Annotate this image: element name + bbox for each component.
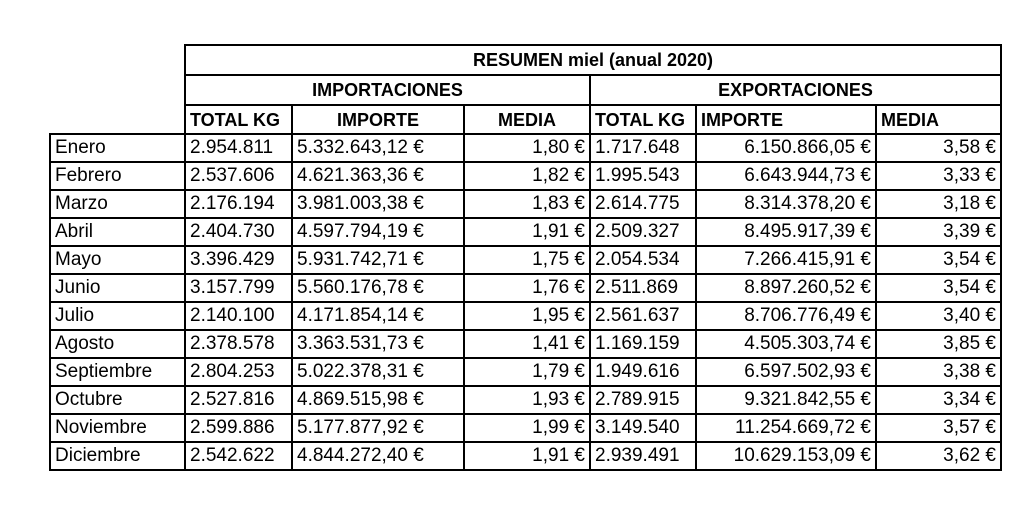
- table-row: [50, 330, 1001, 358]
- corner-empty-cell: [50, 45, 185, 75]
- table-row: [50, 386, 1001, 414]
- exp-importe-cell: 8.706.776,49 €: [696, 302, 876, 330]
- month-cell: Febrero: [50, 162, 185, 190]
- table-row: [50, 442, 1001, 470]
- table-row: [50, 162, 1001, 190]
- exp-total-kg-cell: 1.169.159: [590, 330, 696, 358]
- table-body: [50, 134, 1001, 470]
- exp-total-kg-cell: 1.949.616: [590, 358, 696, 386]
- title-row: [50, 45, 1001, 75]
- imp-media-cell: 1,83 €: [464, 190, 590, 218]
- month-cell: Enero: [50, 134, 185, 162]
- exp-total-kg-cell: 1.717.648: [590, 134, 696, 162]
- exp-importe-cell: 6.597.502,93 €: [696, 358, 876, 386]
- imp-importe-cell: 3.363.531,73 €: [292, 330, 464, 358]
- exp-total-kg-cell: 2.509.327: [590, 218, 696, 246]
- exp-total-kg-cell: 2.614.775: [590, 190, 696, 218]
- imp-total-kg-header: TOTAL KG: [185, 105, 292, 134]
- imp-importe-cell: 4.844.272,40 €: [292, 442, 464, 470]
- corner-empty-cell: [50, 75, 185, 105]
- exp-total-kg-cell: 2.511.869: [590, 274, 696, 302]
- month-cell: Julio: [50, 302, 185, 330]
- imp-media-header: MEDIA: [464, 105, 590, 134]
- exp-importe-cell: 6.643.944,73 €: [696, 162, 876, 190]
- corner-empty-cell: [50, 105, 185, 134]
- imp-importe-cell: 5.332.643,12 €: [292, 134, 464, 162]
- exp-importe-cell: 10.629.153,09 €: [696, 442, 876, 470]
- exportaciones-header: EXPORTACIONES: [590, 75, 1001, 105]
- exp-importe-cell: 8.314.378,20 €: [696, 190, 876, 218]
- imp-media-cell: 1,75 €: [464, 246, 590, 274]
- exp-total-kg-cell: 2.054.534: [590, 246, 696, 274]
- month-cell: Marzo: [50, 190, 185, 218]
- exp-media-cell: 3,34 €: [876, 386, 1001, 414]
- imp-importe-cell: 5.177.877,92 €: [292, 414, 464, 442]
- exp-importe-cell: 4.505.303,74 €: [696, 330, 876, 358]
- table-title: RESUMEN miel (anual 2020): [185, 45, 1001, 75]
- imp-total-kg-cell: 3.396.429: [185, 246, 292, 274]
- imp-total-kg-cell: 2.542.622: [185, 442, 292, 470]
- imp-total-kg-cell: 2.954.811: [185, 134, 292, 162]
- imp-media-cell: 1,91 €: [464, 218, 590, 246]
- imp-media-cell: 1,93 €: [464, 386, 590, 414]
- imp-total-kg-cell: 2.537.606: [185, 162, 292, 190]
- exp-total-kg-cell: 2.561.637: [590, 302, 696, 330]
- exp-importe-cell: 11.254.669,72 €: [696, 414, 876, 442]
- month-cell: Septiembre: [50, 358, 185, 386]
- imp-total-kg-cell: 2.176.194: [185, 190, 292, 218]
- table-row: [50, 414, 1001, 442]
- table-row: [50, 302, 1001, 330]
- exp-media-header: MEDIA: [876, 105, 1001, 134]
- imp-total-kg-cell: 2.804.253: [185, 358, 292, 386]
- imp-importe-cell: 4.621.363,36 €: [292, 162, 464, 190]
- exp-importe-cell: 6.150.866,05 €: [696, 134, 876, 162]
- exp-media-cell: 3,54 €: [876, 246, 1001, 274]
- exp-total-kg-cell: 3.149.540: [590, 414, 696, 442]
- imp-media-cell: 1,41 €: [464, 330, 590, 358]
- exp-total-kg-cell: 2.789.915: [590, 386, 696, 414]
- table-row: [50, 274, 1001, 302]
- imp-media-cell: 1,79 €: [464, 358, 590, 386]
- exp-media-cell: 3,40 €: [876, 302, 1001, 330]
- table-row: [50, 134, 1001, 162]
- exp-importe-cell: 7.266.415,91 €: [696, 246, 876, 274]
- exp-importe-cell: 8.897.260,52 €: [696, 274, 876, 302]
- exp-total-kg-header: TOTAL KG: [590, 105, 696, 134]
- exp-media-cell: 3,54 €: [876, 274, 1001, 302]
- imp-importe-cell: 4.869.515,98 €: [292, 386, 464, 414]
- month-cell: Diciembre: [50, 442, 185, 470]
- imp-media-cell: 1,82 €: [464, 162, 590, 190]
- exp-importe-cell: 8.495.917,39 €: [696, 218, 876, 246]
- month-cell: Abril: [50, 218, 185, 246]
- month-cell: Octubre: [50, 386, 185, 414]
- group-row: [50, 75, 1001, 105]
- imp-importe-cell: 3.981.003,38 €: [292, 190, 464, 218]
- imp-total-kg-cell: 2.404.730: [185, 218, 292, 246]
- table-row: [50, 218, 1001, 246]
- exp-media-cell: 3,18 €: [876, 190, 1001, 218]
- exp-media-cell: 3,38 €: [876, 358, 1001, 386]
- imp-importe-cell: 5.931.742,71 €: [292, 246, 464, 274]
- month-cell: Noviembre: [50, 414, 185, 442]
- month-cell: Mayo: [50, 246, 185, 274]
- imp-total-kg-cell: 2.599.886: [185, 414, 292, 442]
- table-row: [50, 190, 1001, 218]
- imp-total-kg-cell: 3.157.799: [185, 274, 292, 302]
- table-row: [50, 358, 1001, 386]
- column-header-row: [50, 105, 1001, 134]
- exp-importe-cell: 9.321.842,55 €: [696, 386, 876, 414]
- imp-media-cell: 1,91 €: [464, 442, 590, 470]
- exp-media-cell: 3,85 €: [876, 330, 1001, 358]
- month-cell: Junio: [50, 274, 185, 302]
- exp-media-cell: 3,33 €: [876, 162, 1001, 190]
- imp-media-cell: 1,95 €: [464, 302, 590, 330]
- imp-importe-cell: 4.597.794,19 €: [292, 218, 464, 246]
- exp-total-kg-cell: 1.995.543: [590, 162, 696, 190]
- imp-media-cell: 1,80 €: [464, 134, 590, 162]
- importaciones-header: IMPORTACIONES: [185, 75, 590, 105]
- imp-total-kg-cell: 2.378.578: [185, 330, 292, 358]
- honey-summary-table: [49, 44, 1002, 471]
- exp-importe-header: IMPORTE: [696, 105, 876, 134]
- imp-importe-header: IMPORTE: [292, 105, 464, 134]
- exp-media-cell: 3,58 €: [876, 134, 1001, 162]
- imp-importe-cell: 4.171.854,14 €: [292, 302, 464, 330]
- imp-media-cell: 1,99 €: [464, 414, 590, 442]
- month-cell: Agosto: [50, 330, 185, 358]
- exp-total-kg-cell: 2.939.491: [590, 442, 696, 470]
- imp-total-kg-cell: 2.527.816: [185, 386, 292, 414]
- imp-importe-cell: 5.560.176,78 €: [292, 274, 464, 302]
- exp-media-cell: 3,39 €: [876, 218, 1001, 246]
- imp-total-kg-cell: 2.140.100: [185, 302, 292, 330]
- exp-media-cell: 3,57 €: [876, 414, 1001, 442]
- table-row: [50, 246, 1001, 274]
- imp-media-cell: 1,76 €: [464, 274, 590, 302]
- imp-importe-cell: 5.022.378,31 €: [292, 358, 464, 386]
- exp-media-cell: 3,62 €: [876, 442, 1001, 470]
